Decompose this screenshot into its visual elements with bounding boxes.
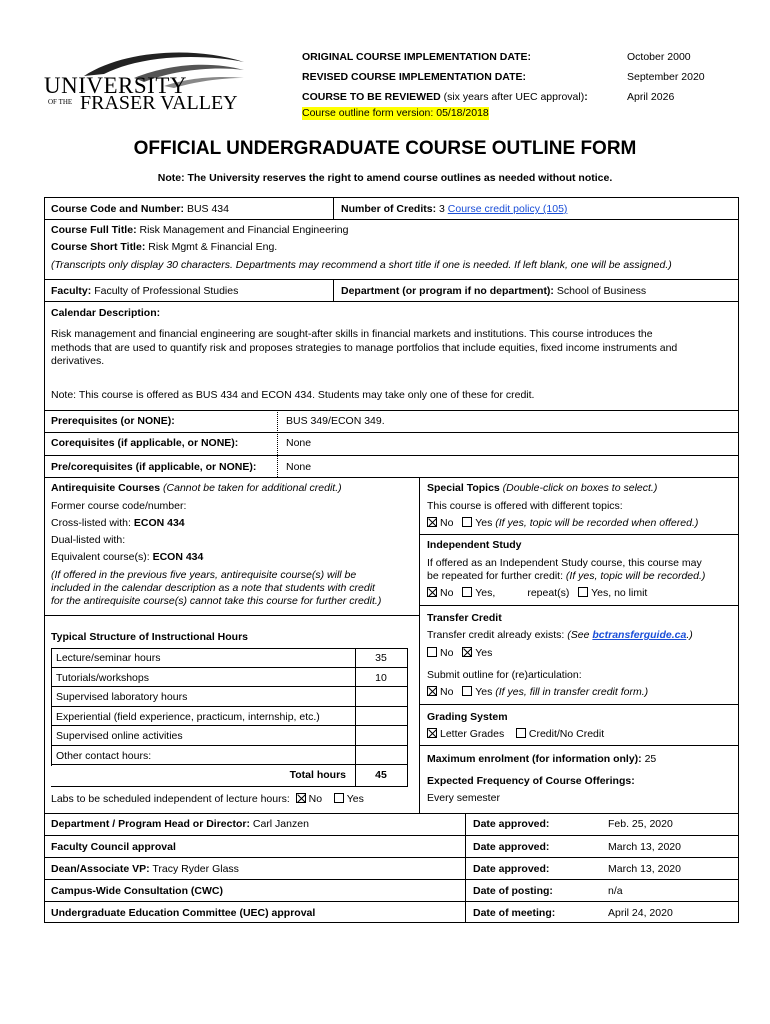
labs-yes-checkbox[interactable] xyxy=(334,793,344,803)
labs-row: Labs to be scheduled independent of lecture hours: No Yes xyxy=(51,793,364,805)
prereq-value[interactable]: BUS 349/ECON 349. xyxy=(286,415,385,427)
former-code: Former course code/number: xyxy=(51,500,187,512)
total-hours-label: Total hours xyxy=(289,769,346,781)
credit-no-credit-checkbox[interactable] xyxy=(516,728,526,738)
transcript-note: (Transcripts only display 30 characters. Departments may recommend a short title if one is needed. If left blank, one will be assigned.) xyxy=(51,259,672,271)
hours-row-label: Other contact hours: xyxy=(56,749,152,762)
approval-row xyxy=(44,835,739,857)
labs-no-checkbox[interactable] xyxy=(296,793,306,803)
review-date-row xyxy=(302,91,588,104)
frequency-value[interactable]: Every semester xyxy=(427,792,500,804)
approval-row xyxy=(44,813,739,835)
faculty-field: Faculty: Faculty of Professional Studies xyxy=(51,285,239,297)
hours-row-value[interactable]: 10 xyxy=(375,671,387,684)
hours-row-label: Lecture/seminar hours xyxy=(56,652,161,664)
transfer-exists: Transfer credit already exists: (See bctransferguide.ca.) xyxy=(427,629,693,641)
max-enrolment-value[interactable]: 25 xyxy=(644,753,657,765)
approval-label: Faculty Council approval xyxy=(51,841,176,853)
review-date-value: April 2026 xyxy=(627,91,675,103)
approval-label: Dean/Associate VP: Tracy Ryder Glass xyxy=(51,863,239,875)
hours-row-label: Supervised laboratory hours xyxy=(56,691,188,703)
max-enrolment: Maximum enrolment (for information only): 25 xyxy=(427,753,657,765)
approval-date-value[interactable]: n/a xyxy=(608,885,623,897)
approval-row xyxy=(44,857,739,879)
calendar-line3[interactable]: derivatives. xyxy=(51,355,105,367)
total-hours-value: 45 xyxy=(375,769,387,781)
approval-date-label: Date of posting: xyxy=(473,885,553,897)
approval-date-label: Date approved: xyxy=(473,841,550,853)
course-code-field: Course Code and Number: BUS 434 xyxy=(51,203,229,215)
transfer-no-checkbox[interactable] xyxy=(427,647,437,657)
transfer-submit-options: No Yes (If yes, fill in transfer credit form.) xyxy=(427,686,648,699)
calendar-label: Calendar Description: xyxy=(51,307,161,319)
articulation-yes-checkbox[interactable] xyxy=(462,686,472,696)
prereq-label: Prerequisites (or NONE): xyxy=(51,415,175,427)
department-value[interactable]: School of Business xyxy=(556,285,647,297)
hours-row xyxy=(51,726,408,746)
approval-label: Campus-Wide Consultation (CWC) xyxy=(51,885,223,897)
amend-note: Note: The University reserves the right to amend course outlines as needed without notice. xyxy=(157,172,613,184)
coreq-value[interactable]: None xyxy=(286,437,312,449)
grading-heading: Grading System xyxy=(427,711,508,723)
original-date-label: ORIGINAL COURSE IMPLEMENTATION DATE: xyxy=(302,51,532,63)
approval-date-label: Date approved: xyxy=(473,818,550,830)
transfer-heading: Transfer Credit xyxy=(427,612,502,624)
frequency-label: Expected Frequency of Course Offerings: xyxy=(427,775,635,787)
transfer-submit: Submit outline for (re)articulation: xyxy=(427,669,582,681)
antireq-note2: included in the calendar description as a note that students with credit xyxy=(51,582,375,594)
approval-date-label: Date approved: xyxy=(473,863,550,875)
antireq-note1: (If offered in the previous five years, antirequisite course(s) will be xyxy=(51,569,357,581)
hours-row xyxy=(51,668,408,688)
special-topics-text: This course is offered with different topics: xyxy=(427,500,623,512)
review-note: (six years after UEC approval) xyxy=(443,91,585,103)
special-yes-checkbox[interactable] xyxy=(462,517,472,527)
review-label: COURSE TO BE REVIEWED xyxy=(302,91,441,103)
precoreq-label: Pre/corequisites (if applicable, or NONE): xyxy=(51,461,257,473)
university-logo xyxy=(44,48,249,120)
revised-date-value: September 2020 xyxy=(627,71,705,83)
cross-listed: Cross-listed with: ECON 434 xyxy=(51,517,185,529)
hours-heading: Typical Structure of Instructional Hours xyxy=(51,631,248,643)
independent-heading: Independent Study xyxy=(427,539,522,551)
hours-table xyxy=(51,648,408,786)
approval-label: Department / Program Head or Director: Carl Janzen xyxy=(51,818,309,830)
hours-row-label: Tutorials/workshops xyxy=(56,671,149,684)
grading-options: Letter Grades Credit/No Credit xyxy=(427,728,604,741)
hours-row xyxy=(51,648,408,668)
special-topics-options: No Yes (If yes, topic will be recorded when offered.) xyxy=(427,517,698,530)
approval-date-value[interactable]: March 13, 2020 xyxy=(608,863,681,875)
credits-field: Number of Credits: 3 Course credit policy (105) xyxy=(341,203,568,215)
hours-row xyxy=(51,707,408,727)
short-title-field: Course Short Title: Risk Mgmt & Financial Eng. xyxy=(51,241,278,253)
independent-no-checkbox[interactable] xyxy=(427,587,437,597)
logo-line1: UNIVERSITY xyxy=(44,73,187,98)
articulation-no-checkbox[interactable] xyxy=(427,686,437,696)
coreq-label: Corequisites (if applicable, or NONE): xyxy=(51,437,239,449)
hours-row-label: Experiential (field experience, practicum, internship, etc.) xyxy=(56,710,320,723)
hours-row-value[interactable]: 35 xyxy=(375,652,387,664)
special-topics-heading: Special Topics (Double-click on boxes to select.) xyxy=(427,482,658,494)
page-title: OFFICIAL UNDERGRADUATE COURSE OUTLINE FORM xyxy=(133,138,637,159)
letter-grades-checkbox[interactable] xyxy=(427,728,437,738)
full-title-field: Course Full Title: Risk Management and Financial Engineering xyxy=(51,224,349,236)
hours-row xyxy=(51,687,408,707)
department-field: Department (or program if no department): School of Business xyxy=(341,285,647,297)
approval-date-value[interactable]: March 13, 2020 xyxy=(608,841,681,853)
course-outline-form xyxy=(44,197,739,923)
faculty-value[interactable]: Faculty of Professional Studies xyxy=(94,285,239,297)
credits-value[interactable]: 3 xyxy=(439,203,445,215)
hours-row-label: Supervised online activities xyxy=(56,730,183,742)
independent-yes-checkbox[interactable] xyxy=(462,587,472,597)
approver-name[interactable]: Carl Janzen xyxy=(252,818,309,830)
calendar-note[interactable]: Note: This course is offered as BUS 434 and ECON 434. Students may take only one of these for credit. xyxy=(51,389,535,401)
logo-of-the: OF THE xyxy=(48,98,73,106)
calendar-line2[interactable]: methods that are used to quantify risk and proposes strategies to manage portfolios that include equities, fixed income instruments and xyxy=(51,342,678,354)
review-colon: : xyxy=(584,91,588,103)
calendar-line1[interactable]: Risk management and financial engineering are sought-after skills in financial markets and institutions. This course introduces the xyxy=(51,328,653,340)
course-code-value[interactable]: BUS 434 xyxy=(186,203,229,215)
approval-row xyxy=(44,879,739,901)
independent-no-limit-checkbox[interactable] xyxy=(578,587,588,597)
short-title-value[interactable]: Risk Mgmt & Financial Eng. xyxy=(148,241,278,253)
antireq-note3: for the antirequisite course(s) cannot take this course for further credit.) xyxy=(51,595,382,607)
approver-name[interactable]: Tracy Ryder Glass xyxy=(152,863,239,875)
approval-date-value[interactable]: April 24, 2020 xyxy=(608,907,673,919)
approval-row xyxy=(44,901,739,923)
approval-label: Undergraduate Education Committee (UEC) approval xyxy=(51,907,316,919)
dual-listed: Dual-listed with: xyxy=(51,534,126,546)
form-version: Course outline form version: 05/18/2018 xyxy=(302,107,489,119)
independent-options: No Yes, repeat(s) Yes, no limit xyxy=(427,587,647,600)
approval-date-label: Date of meeting: xyxy=(473,907,556,919)
credit-policy-link[interactable]: Course credit policy (105) xyxy=(447,203,568,215)
logo-line2: FRASER VALLEY xyxy=(80,92,238,114)
transfer-yes-checkbox[interactable] xyxy=(462,647,472,657)
independent-text2: be repeated for further credit: (If yes, topic will be recorded.) xyxy=(427,570,706,582)
revised-date-label: REVISED COURSE IMPLEMENTATION DATE: xyxy=(302,71,527,83)
special-no-checkbox[interactable] xyxy=(427,517,437,527)
precoreq-value[interactable]: None xyxy=(286,461,312,473)
hours-row xyxy=(51,746,408,766)
equivalent-courses: Equivalent course(s): ECON 434 xyxy=(51,551,204,563)
transfer-exists-options: No Yes xyxy=(427,647,492,660)
full-title-value[interactable]: Risk Management and Financial Engineering xyxy=(139,224,349,236)
bctransferguide-link[interactable]: bctransferguide.ca xyxy=(592,629,687,641)
independent-text1: If offered as an Independent Study course, this course may xyxy=(427,557,702,569)
antireq-heading: Antirequisite Courses (Cannot be taken for additional credit.) xyxy=(51,482,342,494)
original-date-value: October 2000 xyxy=(627,51,691,63)
approval-date-value[interactable]: Feb. 25, 2020 xyxy=(608,818,673,830)
